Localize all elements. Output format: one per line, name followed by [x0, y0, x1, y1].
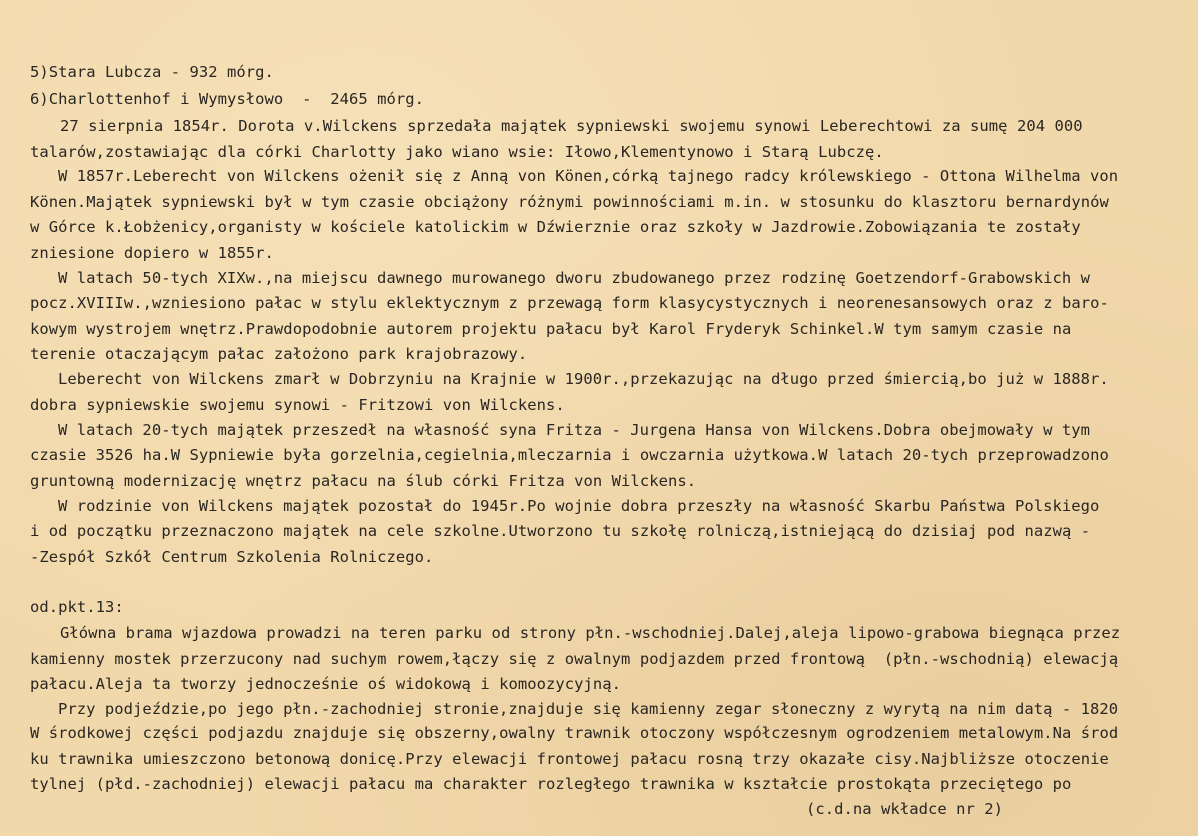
- text-line: W latach 20-tych majątek przeszedł na własność syna Fritza - Jurgena Hansa von Wilckens.Dobra obejmowały w tym: [58, 421, 1090, 439]
- text-line: czasie 3526 ha.W Sypniewie była gorzelnia,cegielnia,mleczarnia i owczarnia użytkowa.W latach 20-tych przeprowadzono: [30, 446, 1109, 464]
- text-line: Leberecht von Wilckens zmarł w Dobrzyniu na Krajnie w 1900r.,przekazując na długo przed śmiercią,bo już w 1888r.: [58, 370, 1109, 388]
- text-line: W środkowej części podjazdu znajduje się obszerny,owalny trawnik otoczony współczesnym ogrodzeniem metalowym.Na środ: [30, 724, 1119, 742]
- text-line: talarów,zostawiając dla córki Charlotty jako wiano wsie: Iłowo,Klementynowo i Starą Lubczę.: [30, 143, 884, 161]
- text-line: i od początku przeznaczono majątek na cele szkolne.Utworzono tu szkołę rolniczą,istniejącą do dzisiaj pod nazwą -: [30, 522, 1091, 540]
- text-line: Könen.Majątek sypniewski był w tym czasie obciążony różnymi powinnościami m.in. w stosunku do klasztoru bernardynów: [30, 193, 1109, 211]
- text-line: zniesione dopiero w 1855r.: [30, 244, 274, 262]
- text-line: dobra sypniewskie swojemu synowi - Fritzowi von Wilckens.: [30, 396, 565, 414]
- text-line: 27 sierpnia 1854r. Dorota v.Wilckens sprzedała majątek sypniewski swojemu synowi Leberechtowi za sumę 204 000: [60, 117, 1083, 135]
- text-line: terenie otaczającym pałac założono park krajobrazowy.: [30, 345, 528, 363]
- text-line: kowym wystrojem wnętrz.Prawdopodobnie autorem projektu pałacu był Karol Fryderyk Schinkel.W tym samym czasie na: [30, 320, 1072, 338]
- text-line: gruntowną modernizację wnętrz pałacu na ślub córki Fritza von Wilckens.: [30, 472, 697, 490]
- text-line: kamienny mostek przerzucony nad suchym rowem,łączy się z owalnym podjazdem przed frontową (płn.-wschodnią) elewacją: [30, 650, 1119, 668]
- text-line: ku trawnika umieszczono betonową donicę.Przy elewacji frontowej pałacu rosną trzy okazałe cisy.Najbliższe otoczenie: [30, 750, 1109, 768]
- text-line: W 1857r.Leberecht von Wilckens ożenił się z Anną von Könen,córką tajnego radcy królewskiego - Ottona Wilhelma von: [58, 167, 1119, 185]
- section-heading: od.pkt.13:: [30, 598, 124, 616]
- text-line: 5)Stara Lubcza - 932 mórg.: [30, 63, 274, 81]
- continuation-note: (c.d.na wkładce nr 2): [806, 800, 1004, 818]
- text-line: Główna brama wjazdowa prowadzi na teren parku od strony płn.-wschodniej.Dalej,aleja lipowo-grabowa biegnąca przez: [60, 624, 1121, 642]
- text-line: W latach 50-tych XIXw.,na miejscu dawnego murowanego dworu zbudowanego przez rodzinę Goetzendorf-Grabowskich w: [58, 269, 1090, 287]
- text-line: pocz.XVIIIw.,wzniesiono pałac w stylu eklektycznym z przewagą form klasycystycznych i neorenesansowych oraz z baro-: [30, 294, 1109, 312]
- text-line: -Zespół Szkół Centrum Szkolenia Rolniczego.: [30, 548, 434, 566]
- text-line: W rodzinie von Wilckens majątek pozostał do 1945r.Po wojnie dobra przeszły na własność Skarbu Państwa Polskiego: [58, 497, 1100, 515]
- text-line: Przy podjeździe,po jego płn.-zachodniej stronie,znajduje się kamienny zegar słoneczny z wyrytą na nim datą - 1820: [58, 700, 1119, 718]
- text-line: w Górce k.Łobżenicy,organisty w kościele katolickim w Dźwierznie oraz szkoły w Jazdrowie.Zobowiązania te zostały: [30, 218, 1081, 236]
- text-line: tylnej (płd.-zachodniej) elewacji pałacu ma charakter rozległego trawnika w kształcie prostokąta przeciętego po: [30, 775, 1072, 793]
- text-line: pałacu.Aleja ta tworzy jednocześnie oś widokową i komoozycyjną.: [30, 675, 622, 693]
- text-line: 6)Charlottenhof i Wymysłowo - 2465 mórg.: [30, 90, 425, 108]
